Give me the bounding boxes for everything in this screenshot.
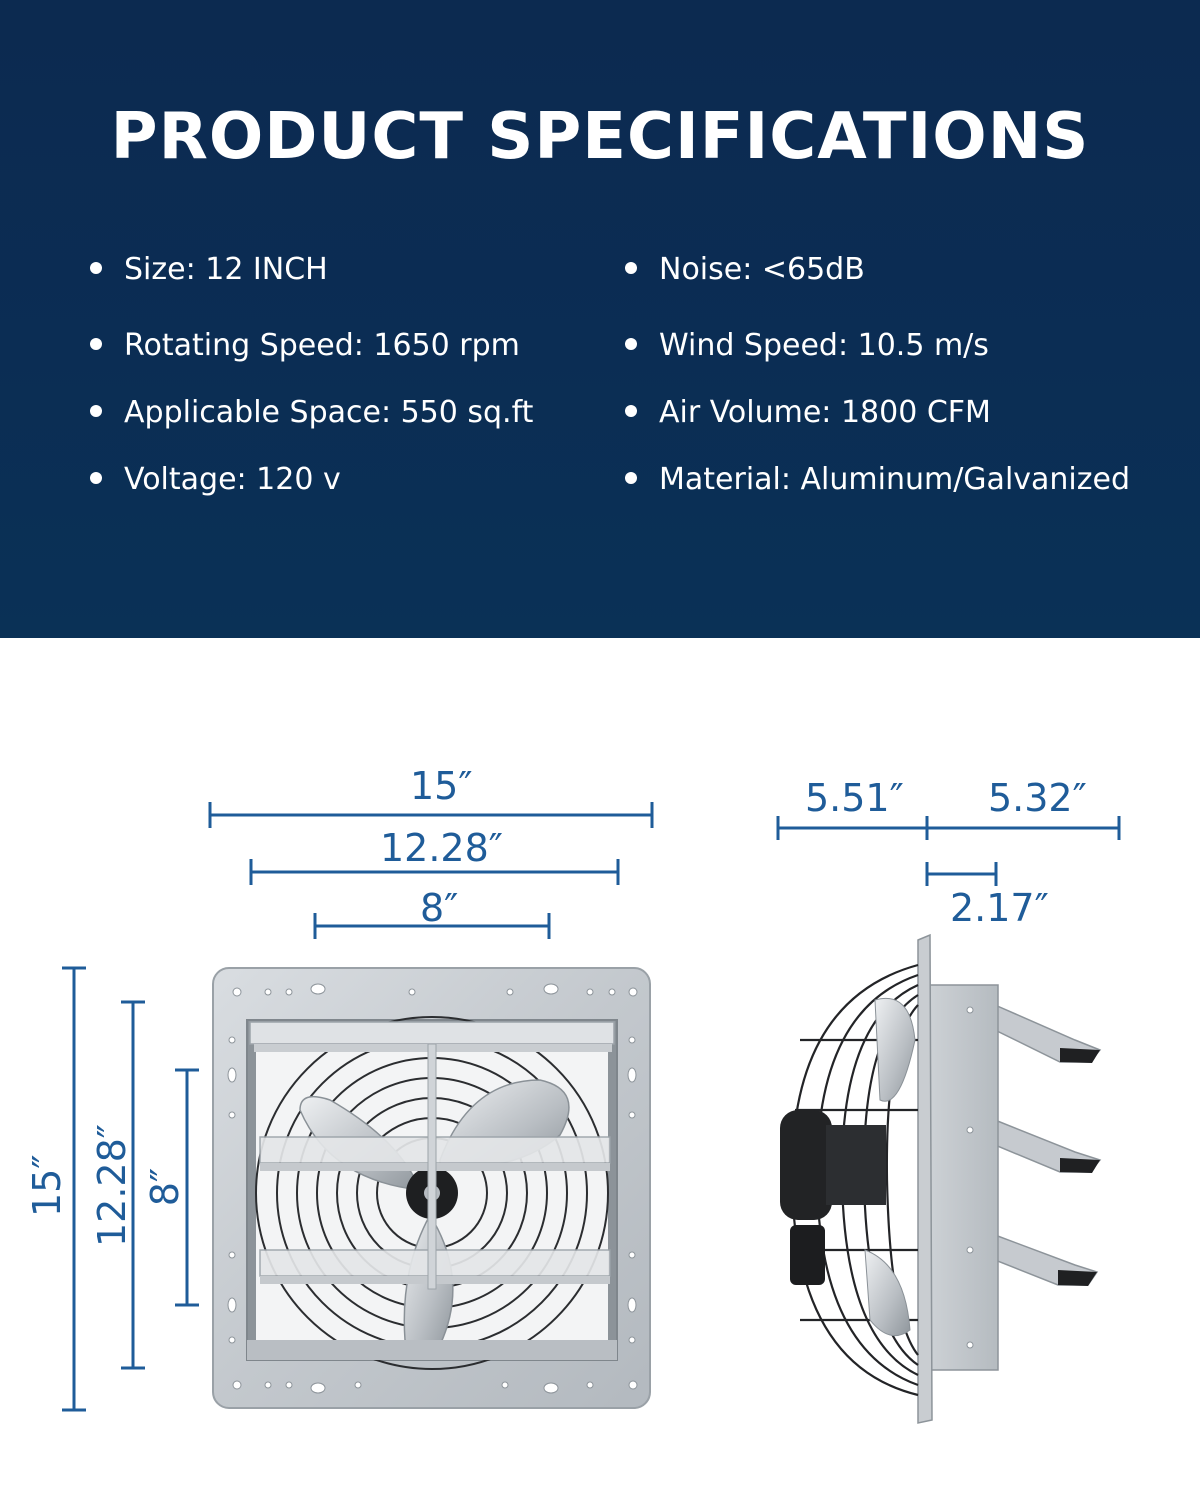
spec-text: Wind Speed: 10.5 m/s xyxy=(659,328,989,363)
front-width-fan-label: 8″ xyxy=(420,886,459,930)
front-height-outer-label: 15″ xyxy=(25,1154,69,1217)
side-fan-illustration xyxy=(780,935,1100,1423)
spec-text: Rotating Speed: 1650 rpm xyxy=(124,328,520,363)
front-height-inner-label: 12.28″ xyxy=(90,1124,134,1247)
front-height-fan-label: 8″ xyxy=(143,1167,187,1207)
front-width-inner-label: 12.28″ xyxy=(380,826,503,870)
spec-text: Noise: <65dB xyxy=(659,252,865,287)
page-title: PRODUCT SPECIFICATIONS xyxy=(110,100,1090,174)
side-dimension-lines xyxy=(778,816,1119,886)
spec-text: Size: 12 INCH xyxy=(124,252,328,287)
front-fan-illustration xyxy=(213,968,650,1408)
side-flange-label: 2.17″ xyxy=(950,886,1049,930)
spec-text: Material: Aluminum/Galvanized xyxy=(659,462,1131,497)
spec-text: Applicable Space: 550 sq.ft xyxy=(124,395,534,430)
spec-text: Air Volume: 1800 CFM xyxy=(659,395,991,430)
side-front-depth-label: 5.51″ xyxy=(805,776,904,820)
front-width-outer-label: 15″ xyxy=(410,764,473,808)
spec-text: Voltage: 120 v xyxy=(124,462,341,497)
side-back-depth-label: 5.32″ xyxy=(988,776,1087,820)
